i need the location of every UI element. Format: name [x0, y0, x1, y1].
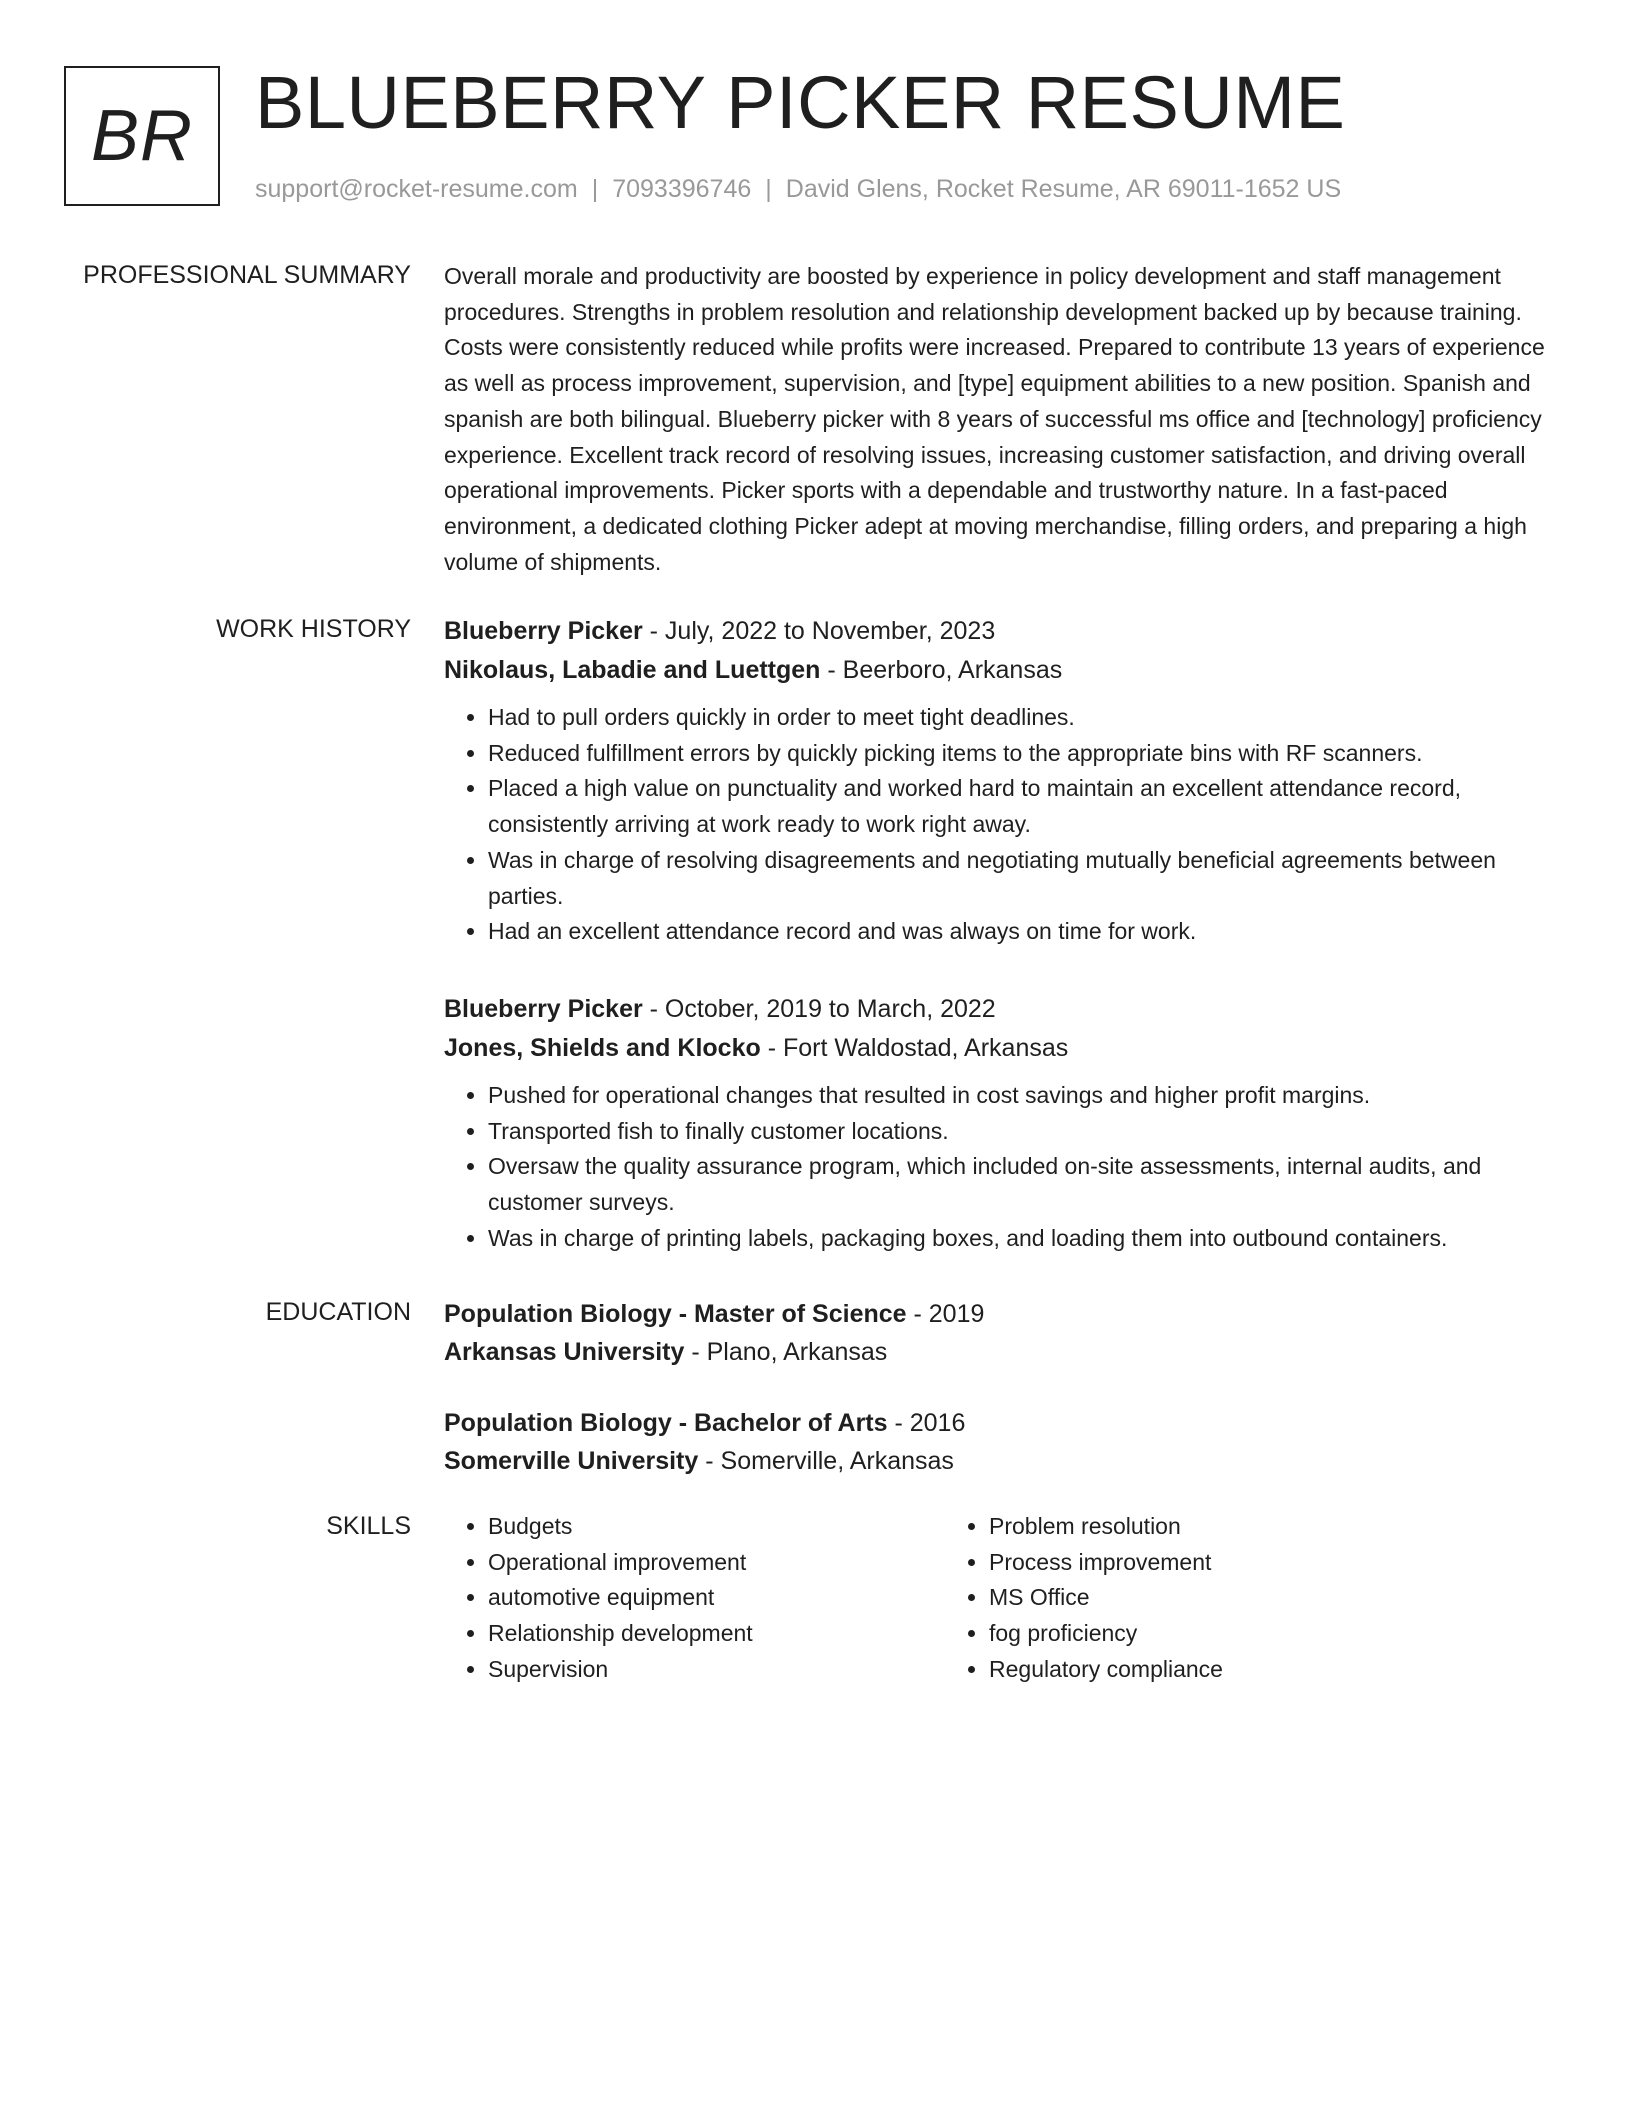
- degree: Population Biology - Bachelor of Arts: [444, 1409, 888, 1437]
- summary-text: Overall morale and productivity are boosted by experience in policy development and staff management procedures. Strengths in problem resolution and relationship development backed up by because training. Costs were consistently reduced while profits were increased. Prepared to contribute 13 years of experience as well as process improvement, supervision, and [type] equipment abilities to a new position. Spanish and spanish are both bilingual. Blueberry picker with 8 years of successful ms office and [technology] proficiency experience. Excellent track record of resolving issues, increasing customer satisfaction, and driving overall operational improvements. Picker sports with a dependable and trustworthy nature. In a fast-paced environment, a dedicated clothing Picker adept at moving merchandise, filling orders, and preparing a high volume of shipments.: [444, 263, 1545, 575]
- job-dates: - July, 2022 to November, 2023: [642, 617, 996, 645]
- section-heading-work-history: WORK HISTORY: [216, 615, 411, 643]
- education-body: [444, 1295, 1550, 1513]
- education-entry: [444, 1295, 1550, 1371]
- job-location: - Beerboro, Arkansas: [820, 656, 1063, 684]
- work-history-body: [444, 612, 1550, 1296]
- skill-item: • Regulatory compliance: [989, 1652, 1446, 1688]
- school: Arkansas University: [444, 1338, 685, 1366]
- contact-separator: |: [765, 175, 772, 203]
- skill-item: • Problem resolution: [989, 1509, 1446, 1545]
- job-bullet: • Transported fish to finally customer locations.: [488, 1114, 1550, 1150]
- skill-item: • Supervision: [488, 1652, 945, 1688]
- skill-item: • automotive equipment: [488, 1580, 945, 1616]
- job-company-line: [444, 651, 1550, 690]
- skill-item: • MS Office: [989, 1580, 1446, 1616]
- skill-item: • Budgets: [488, 1509, 945, 1545]
- skill-item: • Relationship development: [488, 1616, 945, 1652]
- job-bullets: [444, 1078, 1550, 1257]
- job-title: Blueberry Picker: [444, 994, 643, 1023]
- degree-line: [444, 1295, 1550, 1333]
- school-line: [444, 1442, 1550, 1480]
- contact-separator: |: [591, 175, 599, 203]
- contact-line: [255, 173, 1341, 205]
- school: Somerville University: [444, 1447, 699, 1475]
- job-location: - Fort Waldostad, Arkansas: [760, 1033, 1069, 1062]
- degree-line: [444, 1404, 1550, 1442]
- job-bullet: • Placed a high value on punctuality and worked hard to maintain an excellent attendance record, consistently arriving at work ready to work right away.: [488, 771, 1550, 842]
- degree-year: - 2019: [906, 1300, 985, 1328]
- job-entry: [444, 612, 1550, 950]
- skill-item: • fog proficiency: [989, 1616, 1446, 1652]
- initials-text: BR: [90, 96, 194, 176]
- contact-phone: 7093396746: [612, 175, 752, 203]
- job-bullet: • Had to pull orders quickly in order to meet tight deadlines.: [488, 700, 1550, 736]
- job-bullet: • Had an excellent attendance record and was always on time for work.: [488, 914, 1550, 950]
- contact-address: David Glens, Rocket Resume, AR 69011-1652 US: [785, 175, 1342, 203]
- job-bullet: • Was in charge of printing labels, packaging boxes, and loading them into outbound containers.: [488, 1221, 1550, 1257]
- school-line: [444, 1333, 1550, 1371]
- school-location: - Plano, Arkansas: [684, 1338, 888, 1366]
- job-entry: [444, 990, 1550, 1257]
- job-title-line: [444, 990, 1550, 1029]
- job-company-line: [444, 1029, 1550, 1068]
- skill-item: • Process improvement: [989, 1545, 1446, 1581]
- skills-list-right: [945, 1509, 1446, 1688]
- job-bullet: • Oversaw the quality assurance program, which included on-site assessments, internal audits, and customer surveys.: [488, 1149, 1550, 1220]
- degree-year: - 2016: [887, 1409, 966, 1437]
- job-company: Jones, Shields and Klocko: [444, 1033, 761, 1062]
- section-heading-summary: PROFESSIONAL SUMMARY: [83, 261, 411, 289]
- job-title-line: [444, 612, 1550, 651]
- resume-title: BLUEBERRY PICKER RESUME: [255, 61, 1346, 144]
- skills-body: [444, 1509, 1550, 1688]
- skill-item: • Operational improvement: [488, 1545, 945, 1581]
- job-company: Nikolaus, Labadie and Luettgen: [444, 656, 821, 684]
- job-bullet: • Was in charge of resolving disagreements and negotiating mutually beneficial agreements between parties.: [488, 843, 1550, 914]
- education-entry: [444, 1404, 1550, 1480]
- job-bullets: [444, 700, 1550, 950]
- job-dates: - October, 2019 to March, 2022: [642, 994, 996, 1023]
- school-location: - Somerville, Arkansas: [698, 1447, 954, 1475]
- section-heading-education: EDUCATION: [265, 1298, 411, 1326]
- job-title: Blueberry Picker: [444, 617, 643, 645]
- contact-email: support@rocket-resume.com: [255, 175, 578, 203]
- job-bullet: • Reduced fulfillment errors by quickly picking items to the appropriate bins with RF scanners.: [488, 736, 1550, 772]
- section-heading-skills: SKILLS: [326, 1512, 411, 1540]
- initials-monogram: [64, 66, 220, 206]
- job-bullet: • Pushed for operational changes that resulted in cost savings and higher profit margins.: [488, 1078, 1550, 1114]
- skills-list-left: [444, 1509, 945, 1688]
- degree: Population Biology - Master of Science: [444, 1300, 907, 1328]
